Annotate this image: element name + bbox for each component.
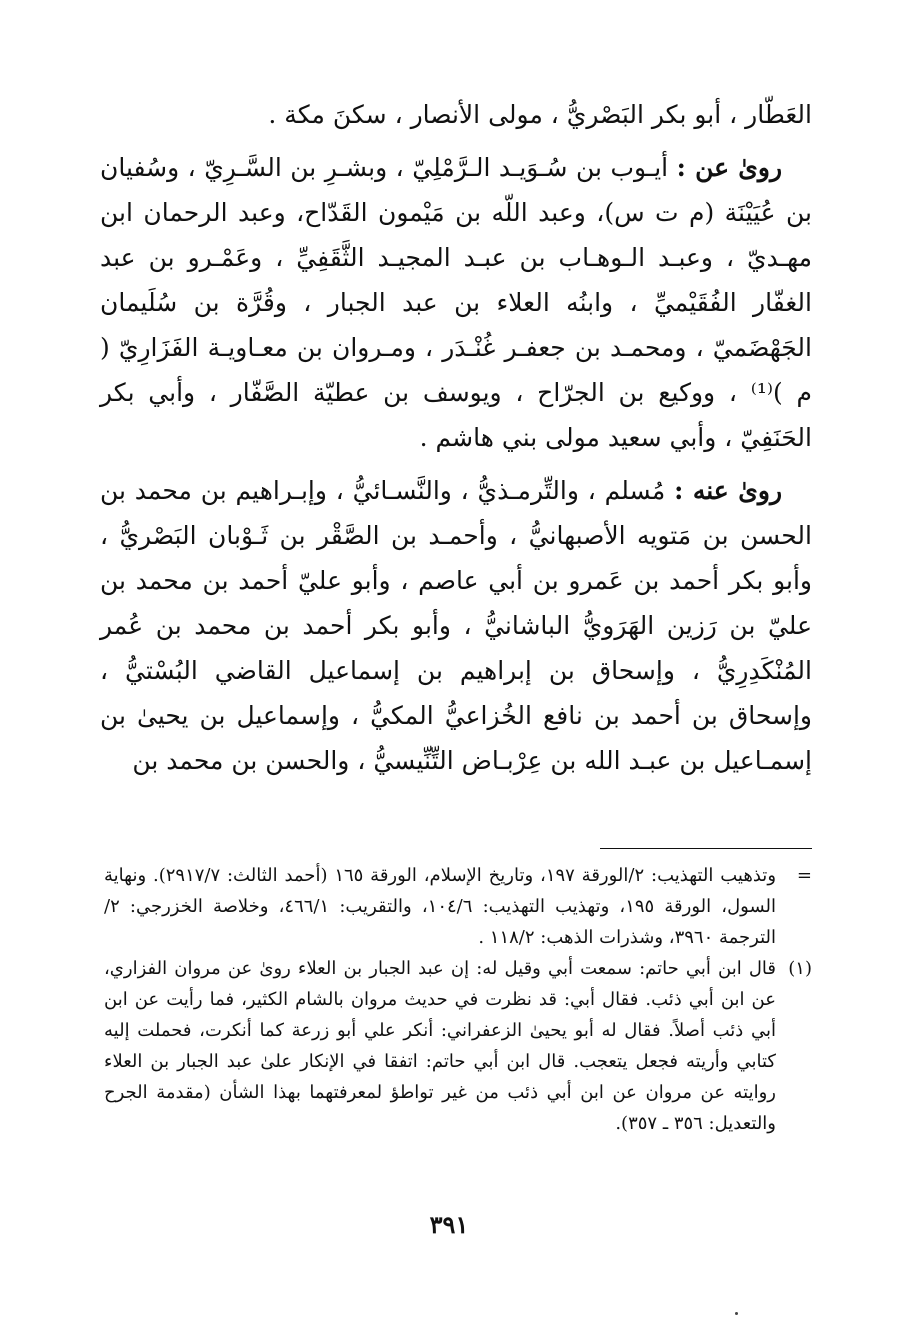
footnote-divider bbox=[600, 848, 812, 849]
narrated-by-text: مُسلم ، والتِّرمـذيُّ ، والنَّسـائيُّ ، وإبـراهيم بن محمد بن الحسن بن مَتويه الأصبهانيُّ ، وأحمـد بن الصَّقْر بن ثَـوْبان البَصْريُّ ، وأبو بكر أحمد بن عَمرو بن أبي عاصم ، وأبو عليّ أحمد بن محمد بن عليّ بن رَزين الهَرَويُّ الباشانيُّ ، وأبو بكر أحمد بن محمد بن عُمر المُنْكَدِرِيُّ ، وإسحاق بن إبراهيم بن إسماعيل القاضي البُسْتيُّ ، وإسحاق بن أحمد بن نافع الخُزاعيُّ المكيُّ ، وإسماعيل بن يحيىٰ بن إسمـاعيل بن عبـد الله بن عِرْبـاض التِّنِّيسيُّ ، والحسن بن محمد بن bbox=[100, 476, 812, 775]
narrated-from-keyword: روىٰ عن : bbox=[676, 153, 783, 182]
scan-speck bbox=[735, 1312, 738, 1315]
footnote-mark: (١) bbox=[788, 958, 812, 979]
opening-line: العَطّار ، أبو بكر البَصْريُّ ، مولى الأنصار ، سكنَ مكة . bbox=[268, 100, 812, 129]
main-text bbox=[100, 92, 812, 783]
narrated-by-paragraph bbox=[100, 468, 812, 783]
footnote-mark: = bbox=[796, 865, 812, 886]
footnotes bbox=[104, 860, 812, 1139]
narrated-from-paragraph bbox=[100, 145, 812, 460]
page-number: ٣٩١ bbox=[429, 1210, 469, 1239]
footnote-continuation bbox=[104, 860, 812, 953]
narrated-by-keyword: روىٰ عنه : bbox=[674, 476, 783, 505]
footnote-text: وتذهيب التهذيب: ٢/الورقة ١٩٧، وتاريخ الإسلام، الورقة ١٦٥ (أحمد الثالث: ٢٩١٧/٧). ونهاية السول، الورقة ١٩٥، وتهذيب التهذيب: ١٠٤/٦، والتقريب: ٤٦٦/١، وخلاصة الخزرجي: ٢/ الترجمة ٣٩٦٠، وشذرات الذهب: ١١٨/٢ . bbox=[104, 865, 777, 948]
narrated-from-text: أيـوب بن سُـوَيـد الـرَّمْلِيّ ، وبشـرِ بن السَّـرِيّ ، وسُفيان بن عُيَيْنَة (م ت س)، وعبد اللّه بن مَيْمون القَدّاح، وعبد الرحمان ابن مهـديّ ، وعبـد الـوهـاب بن عبـد المجيـد الثَّقَفِيِّ ، وعَمْـرو بن عبد الغفّار الفُقَيْميِّ ، وابنُه العلاء بن عبد الجبار ، وقُرَّة بن سُلَيمان الجَهْضَميّ ، ومحمـد بن جعفـر غُنْـدَر ، ومـروان بن معـاويـة الفَزَارِيّ ( م )⁽¹⁾ ، ووكيع بن الجرّاح ، ويوسف بن عطيّة الصَّفّار ، وأبي بكر الحَنَفِيّ ، وأبي سعيد مولى بني هاشم . bbox=[100, 153, 812, 452]
footnote-1 bbox=[104, 953, 812, 1139]
footnote-text: قال ابن أبي حاتم: سمعت أبي وقيل له: إن عبد الجبار بن العلاء روىٰ عن مروان الفزاري، عن ابن أبي ذئب. فقال أبي: قد نظرت في حديث مروان بالشام الكثير، فما رأيت عن ابن أبي ذئب أصلاً. فقال له أبو يحيىٰ الزعفراني: أنكر علي أبو زرعة كما أنكرت، فحملت إليه كتابي وأريته فجعل يتعجب. قال ابن أبي حاتم: اتفقا في الإنكار علىٰ عبد الجبار بن العلاء روايته عن مروان عن ابن أبي ذئب من غير تواطؤ لمعرفتهما بهذا الشأن (مقدمة الجرح والتعديل: ٣٥٦ ـ ٣٥٧). bbox=[104, 958, 776, 1134]
